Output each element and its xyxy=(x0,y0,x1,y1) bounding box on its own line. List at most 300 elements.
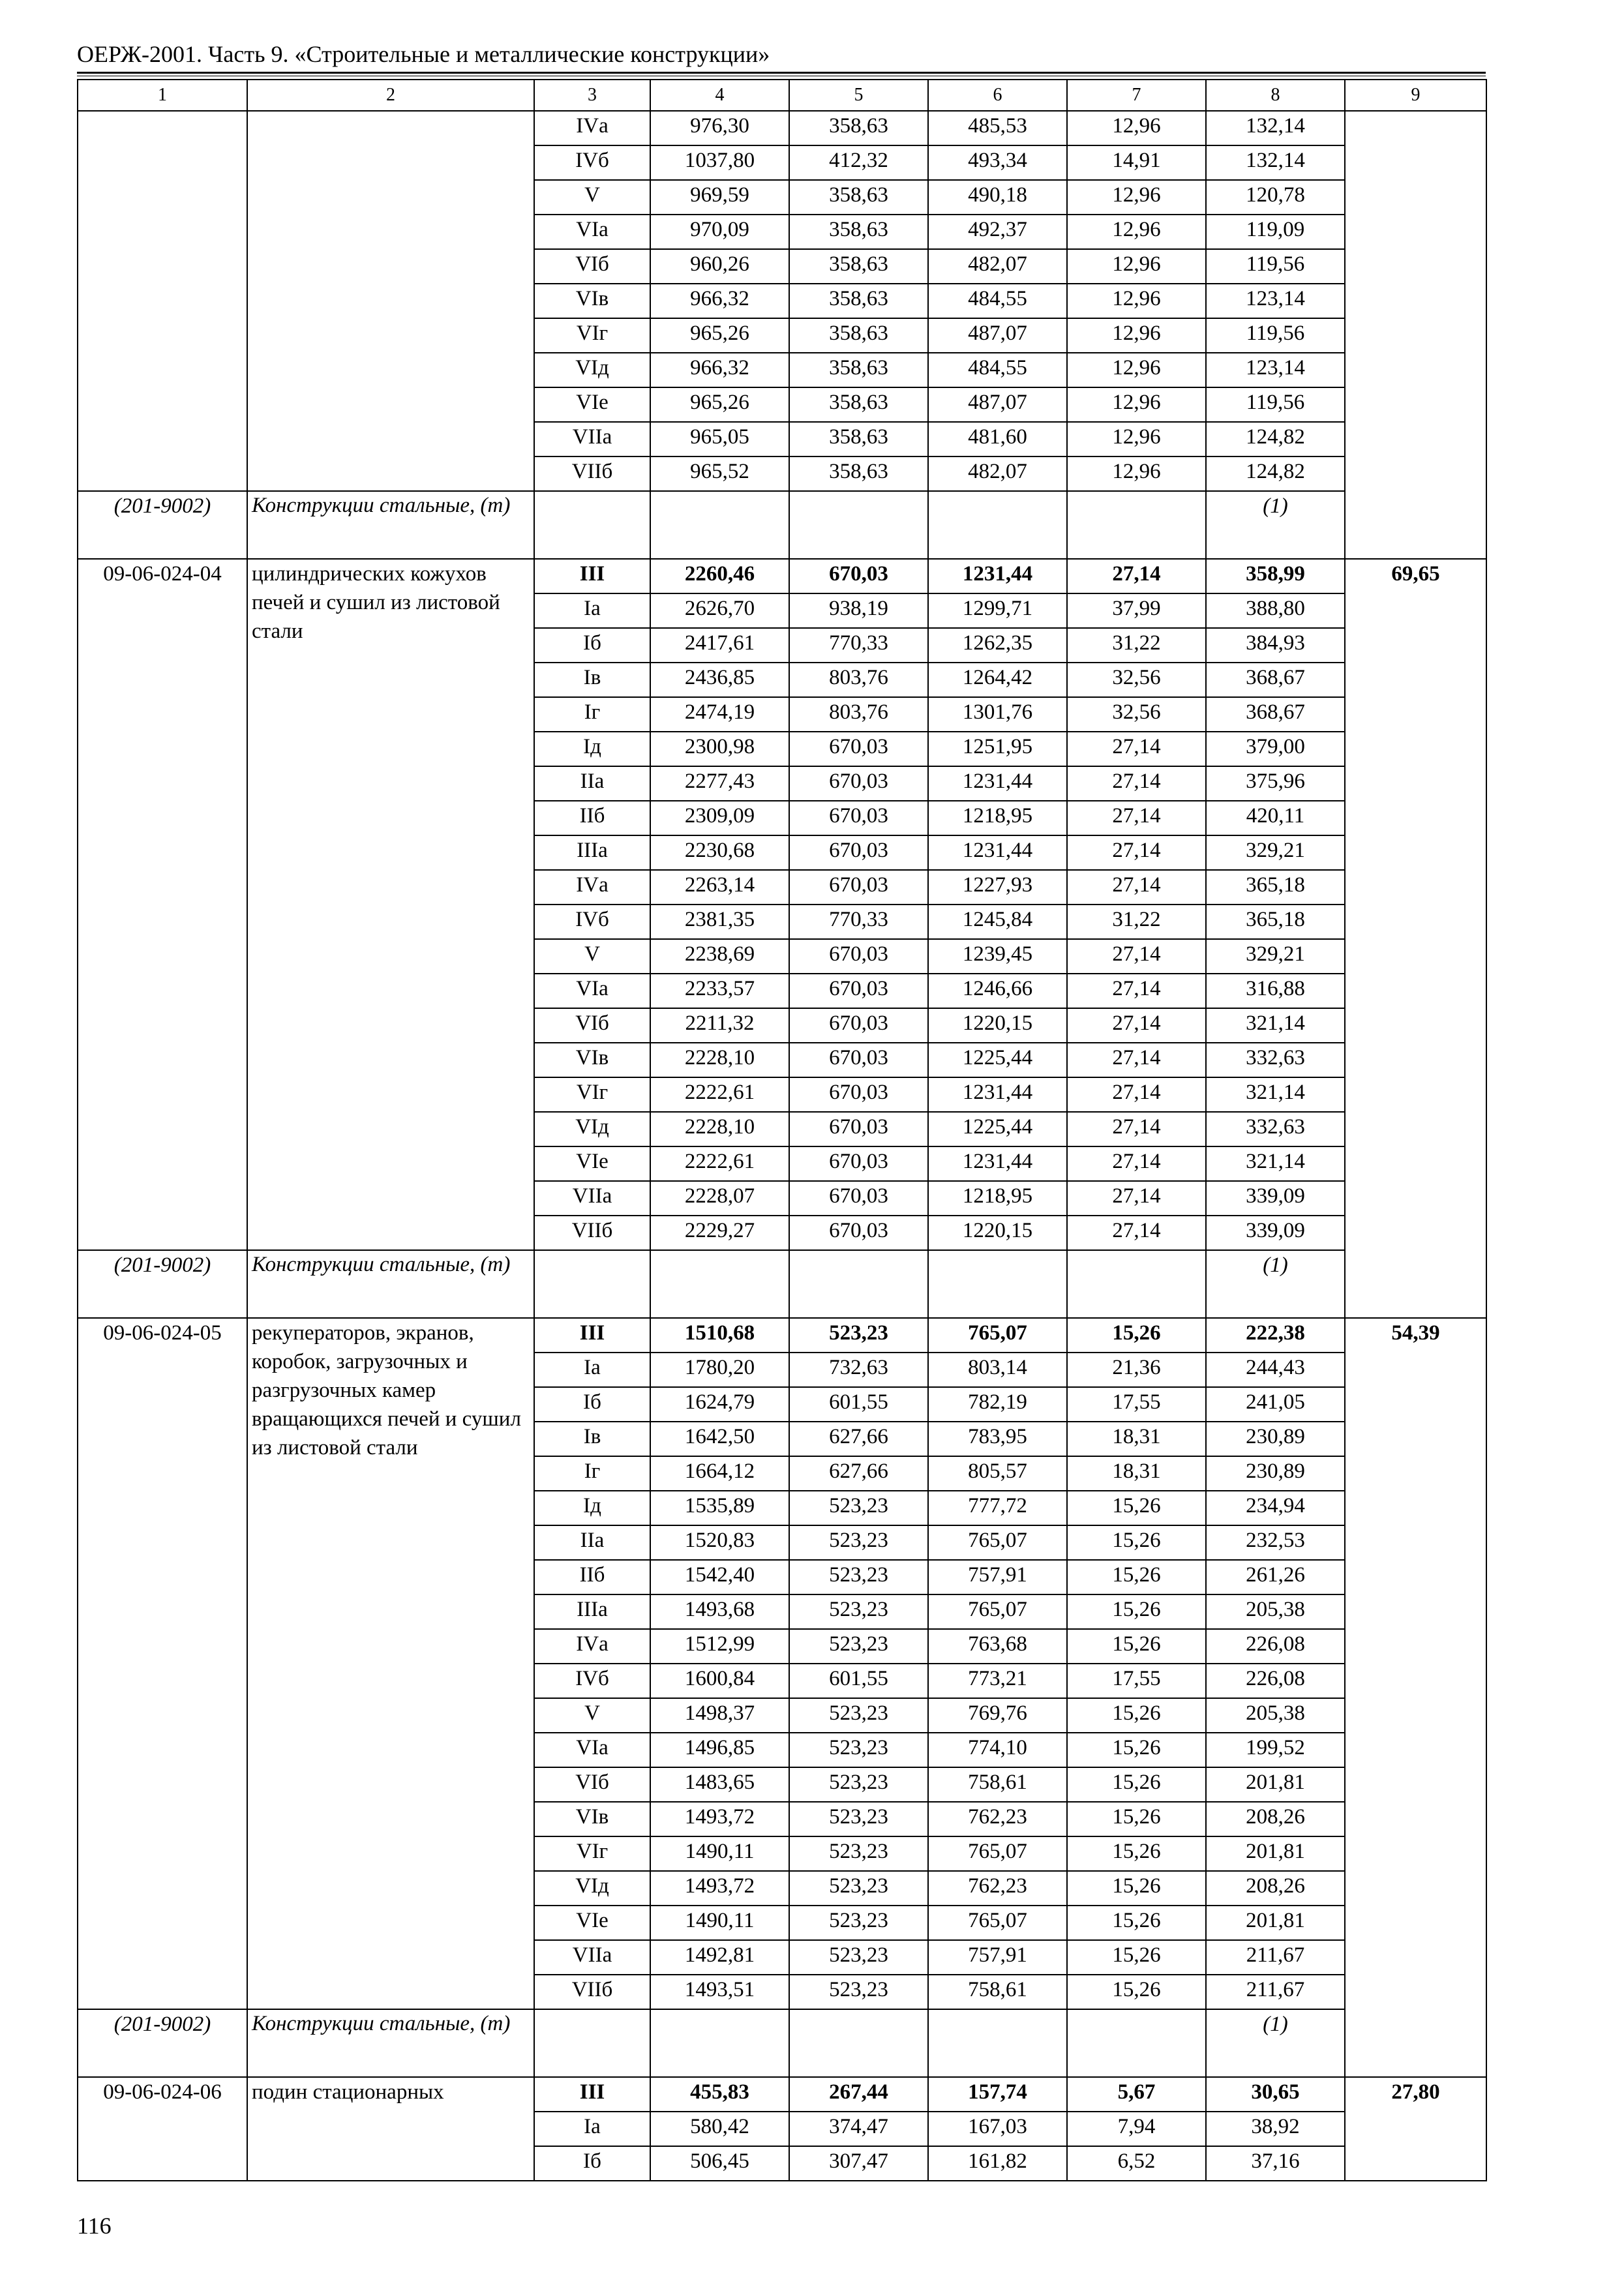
value-cell: VIв xyxy=(534,284,650,318)
value-cell: VIе xyxy=(534,1906,650,1940)
value-cell: 365,18 xyxy=(1206,870,1345,905)
value-cell: 119,56 xyxy=(1206,318,1345,353)
value-cell: 758,61 xyxy=(928,1975,1067,2009)
value-cell: 670,03 xyxy=(789,974,928,1008)
page-header: ОЕРЖ-2001. Часть 9. «Строительные и металлические конструкции» xyxy=(77,41,770,67)
value-cell: IVб xyxy=(534,905,650,939)
value-cell: 15,26 xyxy=(1067,1767,1206,1802)
value-cell: 2238,69 xyxy=(650,939,789,974)
value-cell: 762,23 xyxy=(928,1802,1067,1836)
value-cell: 30,65 xyxy=(1206,2077,1345,2112)
resource-name: Конструкции стальные, (т) xyxy=(247,2009,534,2077)
value-cell: 226,08 xyxy=(1206,1629,1345,1664)
value-cell: Iв xyxy=(534,1422,650,1456)
value-cell: 1490,11 xyxy=(650,1836,789,1871)
value-cell: 2300,98 xyxy=(650,732,789,766)
value-cell: 765,07 xyxy=(928,1906,1067,1940)
value-cell: 15,26 xyxy=(1067,1629,1206,1664)
value-cell: 201,81 xyxy=(1206,1906,1345,1940)
value-cell: 15,26 xyxy=(1067,1318,1206,1353)
value-cell: 670,03 xyxy=(789,939,928,974)
value-cell: 670,03 xyxy=(789,1043,928,1077)
value-cell: 1493,72 xyxy=(650,1871,789,1906)
value-cell: 2417,61 xyxy=(650,628,789,663)
value-cell: 492,37 xyxy=(928,215,1067,249)
value-cell: 601,55 xyxy=(789,1664,928,1698)
value-cell: 15,26 xyxy=(1067,1871,1206,1906)
value-cell: 670,03 xyxy=(789,1146,928,1181)
value-cell: 1664,12 xyxy=(650,1456,789,1491)
value-cell: 234,94 xyxy=(1206,1491,1345,1525)
value-cell: 329,21 xyxy=(1206,835,1345,870)
value-cell: 15,26 xyxy=(1067,1940,1206,1975)
value-cell: 1218,95 xyxy=(928,801,1067,835)
value-cell: 627,66 xyxy=(789,1456,928,1491)
value-cell: 379,00 xyxy=(1206,732,1345,766)
value-cell: 1262,35 xyxy=(928,628,1067,663)
value-cell: 15,26 xyxy=(1067,1594,1206,1629)
value-cell: 27,14 xyxy=(1067,766,1206,801)
value-cell: 2260,46 xyxy=(650,559,789,593)
value-cell: 2228,07 xyxy=(650,1181,789,1216)
value-cell: 321,14 xyxy=(1206,1146,1345,1181)
resource-unit-count: (1) xyxy=(1206,1250,1345,1318)
value-cell: 670,03 xyxy=(789,1216,928,1250)
value-cell: 490,18 xyxy=(928,180,1067,215)
value-cell: 670,03 xyxy=(789,835,928,870)
value-cell: 15,26 xyxy=(1067,1525,1206,1560)
value-cell: 358,63 xyxy=(789,353,928,387)
value-cell: 18,31 xyxy=(1067,1422,1206,1456)
value-cell: 765,07 xyxy=(928,1836,1067,1871)
value-cell: 15,26 xyxy=(1067,1906,1206,1940)
value-cell: 27,14 xyxy=(1067,835,1206,870)
empty-cell xyxy=(928,1250,1067,1318)
value-cell: 969,59 xyxy=(650,180,789,215)
resource-unit-count: (1) xyxy=(1206,2009,1345,2077)
value-cell: 222,38 xyxy=(1206,1318,1345,1353)
value-cell: 1227,93 xyxy=(928,870,1067,905)
value-cell: 12,96 xyxy=(1067,387,1206,422)
value-cell: 15,26 xyxy=(1067,1560,1206,1594)
value-cell: 487,07 xyxy=(928,387,1067,422)
value-cell: 27,14 xyxy=(1067,1216,1206,1250)
value-cell: 15,26 xyxy=(1067,1491,1206,1525)
value-cell: 965,26 xyxy=(650,318,789,353)
value-cell: 339,09 xyxy=(1206,1216,1345,1250)
value-cell: 481,60 xyxy=(928,422,1067,456)
resource-code: (201-9002) xyxy=(78,491,247,559)
value-cell: 132,14 xyxy=(1206,145,1345,180)
value-cell: 1535,89 xyxy=(650,1491,789,1525)
value-cell: 12,96 xyxy=(1067,318,1206,353)
value-cell: 261,26 xyxy=(1206,1560,1345,1594)
value-cell: 783,95 xyxy=(928,1422,1067,1456)
value-cell: III xyxy=(534,1318,650,1353)
value-cell: 12,96 xyxy=(1067,111,1206,145)
value-cell: 38,92 xyxy=(1206,2112,1345,2146)
value-cell: VIIа xyxy=(534,422,650,456)
value-cell: 487,07 xyxy=(928,318,1067,353)
value-cell: 368,67 xyxy=(1206,697,1345,732)
value-cell: VIб xyxy=(534,1008,650,1043)
column-number: 1 xyxy=(78,80,247,111)
code-cell: 09-06-024-06 xyxy=(78,2077,247,2181)
value-cell: 1231,44 xyxy=(928,766,1067,801)
value-cell: 938,19 xyxy=(789,593,928,628)
value-cell: 765,07 xyxy=(928,1525,1067,1560)
value-cell: VIд xyxy=(534,1112,650,1146)
value-cell: 2211,32 xyxy=(650,1008,789,1043)
value-cell: 769,76 xyxy=(928,1698,1067,1733)
column-number: 6 xyxy=(928,80,1067,111)
value-cell: 966,32 xyxy=(650,284,789,318)
value-cell: 1520,83 xyxy=(650,1525,789,1560)
value-cell: 31,22 xyxy=(1067,628,1206,663)
value-cell: VIIб xyxy=(534,1216,650,1250)
value-cell: 132,14 xyxy=(1206,111,1345,145)
value-cell: 2230,68 xyxy=(650,835,789,870)
value-cell: 420,11 xyxy=(1206,801,1345,835)
value-cell: 965,52 xyxy=(650,456,789,491)
value-cell: 12,96 xyxy=(1067,215,1206,249)
value-cell: 7,94 xyxy=(1067,2112,1206,2146)
value-cell: 124,82 xyxy=(1206,422,1345,456)
value-cell: 12,96 xyxy=(1067,180,1206,215)
value-cell: 208,26 xyxy=(1206,1802,1345,1836)
value-cell: 244,43 xyxy=(1206,1353,1345,1387)
value-cell: 1483,65 xyxy=(650,1767,789,1802)
value-cell: Iб xyxy=(534,2146,650,2181)
value-cell: 358,63 xyxy=(789,180,928,215)
description-cell xyxy=(247,111,534,491)
value-cell: 523,23 xyxy=(789,1560,928,1594)
value-cell: 226,08 xyxy=(1206,1664,1345,1698)
description-text: рекуператоров, экранов, коробок, загрузочных и разгрузочных камер вращающихся печей и сушил из листовой стали xyxy=(252,1321,521,1459)
value-cell: 455,83 xyxy=(650,2077,789,2112)
value-cell: 1493,72 xyxy=(650,1802,789,1836)
value-cell: IIб xyxy=(534,801,650,835)
value-cell: 523,23 xyxy=(789,1871,928,1906)
value-cell: 230,89 xyxy=(1206,1456,1345,1491)
code-cell: 09-06-024-04 xyxy=(78,559,247,1250)
page-number: 116 xyxy=(77,2213,112,2239)
value-cell: 1231,44 xyxy=(928,835,1067,870)
value-cell: 12,96 xyxy=(1067,284,1206,318)
value-cell: 119,56 xyxy=(1206,249,1345,284)
value-cell: 27,14 xyxy=(1067,732,1206,766)
value-cell: 523,23 xyxy=(789,1491,928,1525)
value-cell: 2474,19 xyxy=(650,697,789,732)
value-cell: 2277,43 xyxy=(650,766,789,801)
value-cell: 1642,50 xyxy=(650,1422,789,1456)
value-cell: 201,81 xyxy=(1206,1836,1345,1871)
value-cell: Iд xyxy=(534,732,650,766)
value-cell: VIе xyxy=(534,1146,650,1181)
value-cell: 157,74 xyxy=(928,2077,1067,2112)
column-number: 3 xyxy=(534,80,650,111)
value-cell: 27,14 xyxy=(1067,801,1206,835)
value-cell: 358,63 xyxy=(789,456,928,491)
value-cell: 1225,44 xyxy=(928,1043,1067,1077)
value-cell: VIб xyxy=(534,1767,650,1802)
value-cell: 1037,80 xyxy=(650,145,789,180)
code-cell: 09-06-024-05 xyxy=(78,1318,247,2009)
value-cell: 123,14 xyxy=(1206,353,1345,387)
value-cell: 5,67 xyxy=(1067,2077,1206,2112)
value-cell: 27,14 xyxy=(1067,939,1206,974)
value-cell: 601,55 xyxy=(789,1387,928,1422)
value-cell: IVа xyxy=(534,870,650,905)
value-cell: 523,23 xyxy=(789,1318,928,1353)
value-cell: 2228,10 xyxy=(650,1112,789,1146)
value-cell: 670,03 xyxy=(789,1077,928,1112)
value-cell: 523,23 xyxy=(789,1802,928,1836)
value-cell: VIа xyxy=(534,974,650,1008)
value-cell: 12,96 xyxy=(1067,456,1206,491)
empty-cell xyxy=(789,491,928,559)
value-cell: 2229,27 xyxy=(650,1216,789,1250)
empty-cell xyxy=(1067,2009,1206,2077)
value-cell: 321,14 xyxy=(1206,1077,1345,1112)
value-cell: 375,96 xyxy=(1206,766,1345,801)
value-cell: 1231,44 xyxy=(928,1077,1067,1112)
value-cell: VIв xyxy=(534,1802,650,1836)
value-cell: VIIа xyxy=(534,1940,650,1975)
value-cell: 1239,45 xyxy=(928,939,1067,974)
value-cell: 1220,15 xyxy=(928,1216,1067,1250)
value-cell: 14,91 xyxy=(1067,145,1206,180)
resource-unit-count: (1) xyxy=(1206,491,1345,559)
value-cell: 205,38 xyxy=(1206,1698,1345,1733)
table-row xyxy=(78,2077,1486,2112)
value-cell: Iв xyxy=(534,663,650,697)
value-cell: 482,07 xyxy=(928,456,1067,491)
value-cell: 208,26 xyxy=(1206,1871,1345,1906)
value-cell: VIе xyxy=(534,387,650,422)
value-cell: Iа xyxy=(534,593,650,628)
value-cell: 1498,37 xyxy=(650,1698,789,1733)
value-cell: Iд xyxy=(534,1491,650,1525)
value-cell: 119,56 xyxy=(1206,387,1345,422)
value-cell: 523,23 xyxy=(789,1525,928,1560)
value-cell: 758,61 xyxy=(928,1767,1067,1802)
value-cell: 770,33 xyxy=(789,628,928,663)
value-cell: Iг xyxy=(534,1456,650,1491)
value-cell: 307,47 xyxy=(789,2146,928,2181)
value-cell: 1512,99 xyxy=(650,1629,789,1664)
value-cell: 523,23 xyxy=(789,1767,928,1802)
value-cell: 368,67 xyxy=(1206,663,1345,697)
value-cell: 15,26 xyxy=(1067,1975,1206,2009)
value-cell: 358,63 xyxy=(789,215,928,249)
value-cell: 1780,20 xyxy=(650,1353,789,1387)
description-text: цилиндрических кожухов печей и сушил из листовой стали xyxy=(252,562,500,643)
value-cell: 523,23 xyxy=(789,1836,928,1871)
value-cell: 388,80 xyxy=(1206,593,1345,628)
value-cell: Iа xyxy=(534,2112,650,2146)
resource-code: (201-9002) xyxy=(78,1250,247,1318)
value-cell: 627,66 xyxy=(789,1422,928,1456)
value-cell: 32,56 xyxy=(1067,697,1206,732)
value-cell: 523,23 xyxy=(789,1733,928,1767)
value-cell: 31,22 xyxy=(1067,905,1206,939)
value-cell: 1490,11 xyxy=(650,1906,789,1940)
value-cell: IIа xyxy=(534,766,650,801)
value-cell: 485,53 xyxy=(928,111,1067,145)
value-cell: 15,26 xyxy=(1067,1802,1206,1836)
value-cell: 670,03 xyxy=(789,1181,928,1216)
value-cell: 1251,95 xyxy=(928,732,1067,766)
value-cell: 1493,51 xyxy=(650,1975,789,2009)
resource-note-row xyxy=(78,491,1486,559)
value-cell: 365,18 xyxy=(1206,905,1345,939)
value-cell: 27,14 xyxy=(1067,870,1206,905)
value-cell: 124,82 xyxy=(1206,456,1345,491)
value-cell: 1218,95 xyxy=(928,1181,1067,1216)
value-cell: 2233,57 xyxy=(650,974,789,1008)
value-cell: 670,03 xyxy=(789,559,928,593)
value-cell: VIг xyxy=(534,1077,650,1112)
value-cell: III xyxy=(534,559,650,593)
value-cell: 493,34 xyxy=(928,145,1067,180)
value-cell: 580,42 xyxy=(650,2112,789,2146)
value-cell: 1231,44 xyxy=(928,559,1067,593)
value-cell: 18,31 xyxy=(1067,1456,1206,1491)
value-cell: 1600,84 xyxy=(650,1664,789,1698)
empty-cell xyxy=(789,1250,928,1318)
column-number: 7 xyxy=(1067,80,1206,111)
empty-cell xyxy=(928,2009,1067,2077)
value-cell: V xyxy=(534,939,650,974)
value-cell: IIа xyxy=(534,1525,650,1560)
column-number: 5 xyxy=(789,80,928,111)
value-cell: 523,23 xyxy=(789,1698,928,1733)
value-cell: 358,63 xyxy=(789,249,928,284)
value-cell: 670,03 xyxy=(789,732,928,766)
value-cell: 358,63 xyxy=(789,111,928,145)
value-cell: 670,03 xyxy=(789,766,928,801)
value-cell: 1542,40 xyxy=(650,1560,789,1594)
total-cell: 69,65 xyxy=(1345,559,1486,1318)
value-cell: 374,47 xyxy=(789,2112,928,2146)
value-cell: 1510,68 xyxy=(650,1318,789,1353)
value-cell: 670,03 xyxy=(789,1008,928,1043)
value-cell: 523,23 xyxy=(789,1906,928,1940)
resource-name: Конструкции стальные, (т) xyxy=(247,1250,534,1318)
table-row xyxy=(78,559,1486,593)
value-cell: V xyxy=(534,1698,650,1733)
value-cell: 120,78 xyxy=(1206,180,1345,215)
value-cell: 670,03 xyxy=(789,870,928,905)
value-cell: VIа xyxy=(534,215,650,249)
empty-cell xyxy=(650,491,789,559)
column-number: 9 xyxy=(1345,80,1486,111)
value-cell: 1220,15 xyxy=(928,1008,1067,1043)
total-cell xyxy=(1345,111,1486,559)
value-cell: 966,32 xyxy=(650,353,789,387)
value-cell: 384,93 xyxy=(1206,628,1345,663)
value-cell: 970,09 xyxy=(650,215,789,249)
value-cell: 12,96 xyxy=(1067,422,1206,456)
value-cell: 1492,81 xyxy=(650,1940,789,1975)
empty-cell xyxy=(789,2009,928,2077)
value-cell: 27,14 xyxy=(1067,1181,1206,1216)
value-cell: 765,07 xyxy=(928,1594,1067,1629)
header-rule xyxy=(77,72,1486,76)
resource-name: Конструкции стальные, (т) xyxy=(247,491,534,559)
value-cell: 2228,10 xyxy=(650,1043,789,1077)
value-cell: VIIб xyxy=(534,456,650,491)
code-cell xyxy=(78,111,247,491)
empty-cell xyxy=(650,2009,789,2077)
value-cell: Iб xyxy=(534,628,650,663)
empty-cell xyxy=(928,491,1067,559)
value-cell: 201,81 xyxy=(1206,1767,1345,1802)
value-cell: VIIа xyxy=(534,1181,650,1216)
value-cell: VIа xyxy=(534,1733,650,1767)
value-cell: 2436,85 xyxy=(650,663,789,697)
value-cell: IVа xyxy=(534,111,650,145)
value-cell: 21,36 xyxy=(1067,1353,1206,1387)
value-cell: 506,45 xyxy=(650,2146,789,2181)
value-cell: 1299,71 xyxy=(928,593,1067,628)
value-cell: 15,26 xyxy=(1067,1698,1206,1733)
empty-cell xyxy=(534,1250,650,1318)
description-text: подин стационарных xyxy=(252,2080,444,2104)
value-cell: 27,14 xyxy=(1067,1043,1206,1077)
value-cell: 123,14 xyxy=(1206,284,1345,318)
value-cell: 523,23 xyxy=(789,1629,928,1664)
value-cell: V xyxy=(534,180,650,215)
description-cell xyxy=(247,559,534,1250)
value-cell: 339,09 xyxy=(1206,1181,1345,1216)
value-cell: 484,55 xyxy=(928,353,1067,387)
value-cell: IVб xyxy=(534,145,650,180)
value-cell: 765,07 xyxy=(928,1318,1067,1353)
value-cell: 17,55 xyxy=(1067,1387,1206,1422)
value-cell: 27,14 xyxy=(1067,559,1206,593)
total-cell: 27,80 xyxy=(1345,2077,1486,2181)
value-cell: 1264,42 xyxy=(928,663,1067,697)
value-cell: 27,14 xyxy=(1067,1112,1206,1146)
value-cell: 523,23 xyxy=(789,1594,928,1629)
value-cell: IIIа xyxy=(534,1594,650,1629)
value-cell: IVб xyxy=(534,1664,650,1698)
value-cell: Iб xyxy=(534,1387,650,1422)
value-cell: 805,57 xyxy=(928,1456,1067,1491)
value-cell: 782,19 xyxy=(928,1387,1067,1422)
column-number: 4 xyxy=(650,80,789,111)
value-cell: 960,26 xyxy=(650,249,789,284)
value-cell: 358,63 xyxy=(789,284,928,318)
value-cell: 965,26 xyxy=(650,387,789,422)
value-cell: 777,72 xyxy=(928,1491,1067,1525)
value-cell: 211,67 xyxy=(1206,1975,1345,2009)
value-cell: 2263,14 xyxy=(650,870,789,905)
value-cell: 965,05 xyxy=(650,422,789,456)
value-cell: 1246,66 xyxy=(928,974,1067,1008)
value-cell: 119,09 xyxy=(1206,215,1345,249)
value-cell: 2381,35 xyxy=(650,905,789,939)
description-cell xyxy=(247,1318,534,2009)
value-cell: 1301,76 xyxy=(928,697,1067,732)
column-number: 2 xyxy=(247,80,534,111)
value-cell: 358,63 xyxy=(789,387,928,422)
value-cell: 332,63 xyxy=(1206,1043,1345,1077)
value-cell: IVа xyxy=(534,1629,650,1664)
value-cell: 2222,61 xyxy=(650,1146,789,1181)
